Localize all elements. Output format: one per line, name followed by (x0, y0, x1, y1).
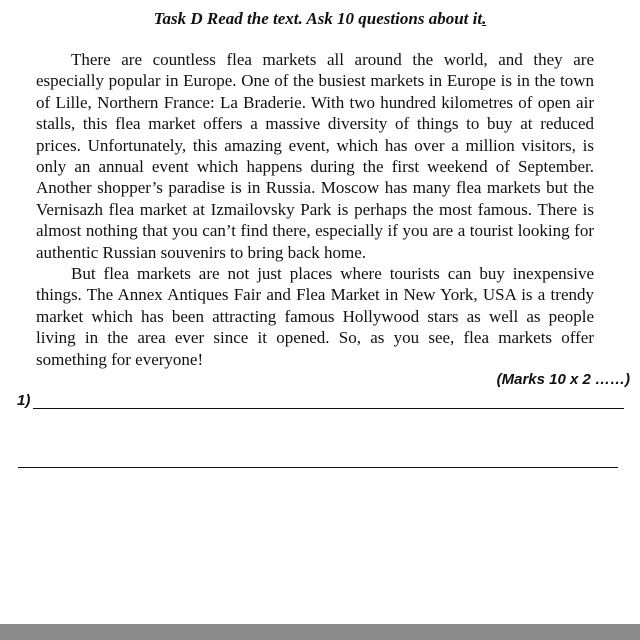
answer-number-1: 1) (17, 392, 31, 409)
marks-label: (Marks 10 x 2 ……) (496, 371, 630, 388)
answer-line-1[interactable] (33, 408, 624, 409)
reading-passage (36, 49, 594, 370)
paragraph-1: There are countless flea markets all around the world, and they are especially popular in Europe. One of the busiest markets in Europe is in the town of Lille, Northern France: La Braderie. With two hundred kilometres of open air stalls, this flea market offers a massive diversity of things to buy at reduced prices. Unfortunately, this amazing event, which has over a million visitors, is only an annual event which happens during the first weekend of September. Another shopper’s paradise is in Russia. Moscow has many flea markets but the Vernisazh flea market at Izmailovsky Park is perhaps the most famous. There is almost nothing that you can’t find there, especially if you are a tourist looking for authentic Russian souvenirs to bring back home. (36, 50, 594, 262)
task-title (0, 8, 640, 30)
bottom-border-bar (0, 624, 640, 640)
task-title-text: Task D Read the text. Ask 10 questions about it (153, 9, 483, 28)
task-title-period: . (482, 9, 487, 28)
answer-line-2[interactable] (18, 467, 618, 468)
paragraph-2: But flea markets are not just places where tourists can buy inexpensive things. The Annex Antiques Fair and Flea Market in New York, USA is a trendy market which has been attracting famous Hollywood stars as well as people living in the area ever since it opened. So, as you see, flea markets offer something for everyone! (36, 264, 594, 369)
